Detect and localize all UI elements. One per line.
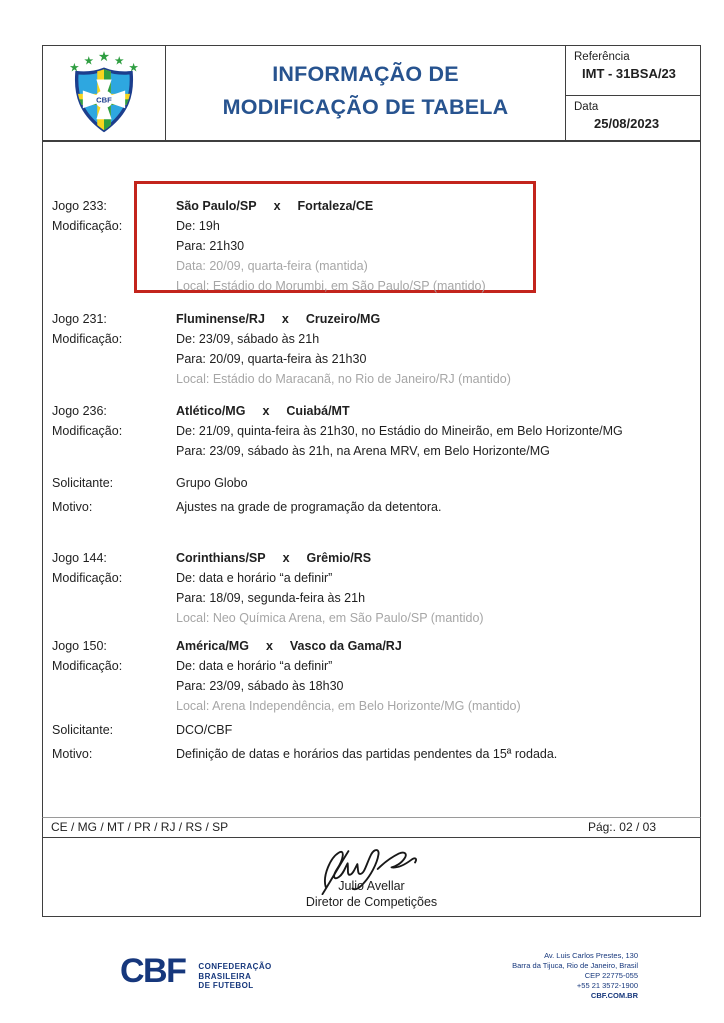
date-block [566, 96, 700, 140]
home-team: América/MG [176, 639, 249, 653]
game-236-details [176, 401, 700, 461]
solicitante-label: Solicitante: [52, 476, 114, 490]
game-block-231 [43, 309, 700, 389]
game-mod-label: Modificação: [52, 424, 123, 438]
game-line: Para: 20/09, quarta-feira às 21h30 [176, 352, 367, 366]
requester-row-2 [43, 720, 700, 740]
requester-label [43, 473, 176, 493]
cbf-wordmark: CBF [120, 952, 186, 990]
game-number-label: Jogo 150: [52, 639, 107, 653]
page-number: Pág:. 02 / 03 [587, 820, 656, 834]
game-line: Para: 23/09, sábado às 21h, na Arena MRV, em Belo Horizonte/MG [176, 444, 550, 458]
title-line-2: MODIFICAÇÃO DE TABELA [222, 95, 509, 119]
game-144-teams [176, 548, 688, 568]
document-header [42, 45, 701, 141]
reason-value [176, 497, 700, 517]
game-block-233 [43, 196, 700, 296]
reason-row-2 [43, 744, 700, 764]
game-line: De: 23/09, sábado às 21h [176, 332, 320, 346]
game-231-details [176, 309, 700, 389]
reference-value: IMT - 31BSA/23 [582, 66, 676, 81]
vs-separator: x [262, 404, 270, 418]
game-144-details [176, 548, 700, 628]
game-line: De: 21/09, quinta-feira às 21h30, no Estádio do Mineirão, em Belo Horizonte/MG [176, 424, 623, 438]
game-number-label: Jogo 233: [52, 199, 107, 213]
game-block-144 [43, 548, 700, 628]
motivo-value: Ajustes na grade de programação da detentora. [176, 500, 442, 514]
game-mod-label: Modificação: [52, 571, 123, 585]
game-233-details [176, 196, 700, 296]
states-list: CE / MG / MT / PR / RJ / RS / SP [51, 820, 229, 834]
game-mod-label: Modificação: [52, 332, 123, 346]
game-line-muted: Local: Arena Independência, em Belo Horizonte/MG (mantido) [176, 699, 521, 713]
game-line-muted: Local: Estádio do Morumbi, em São Paulo/SP (mantido) [176, 279, 486, 293]
cbf-footer-logo [120, 952, 272, 991]
game-line: Para: 18/09, segunda-feira às 21h [176, 591, 366, 605]
reason-row-1 [43, 497, 700, 517]
home-team: São Paulo/SP [176, 199, 257, 213]
reference-cell [566, 46, 700, 140]
vs-separator: x [281, 312, 289, 326]
game-231-teams [176, 309, 688, 329]
away-team: Fortaleza/CE [297, 199, 374, 213]
document-title [166, 46, 566, 140]
game-236-labels [43, 401, 176, 461]
modifications-body [42, 141, 701, 817]
reference-block [566, 46, 700, 96]
reference-label: Referência [574, 51, 630, 63]
cbf-org-name [198, 962, 271, 991]
org-line: BRASILEIRA [198, 971, 252, 981]
game-line-muted: Local: Estádio do Maracanã, no Rio de Janeiro/RJ (mantido) [176, 372, 511, 386]
game-number-label: Jogo 236: [52, 404, 107, 418]
address-line: Barra da Tijuca, Rio de Janeiro, Brasil [512, 961, 638, 970]
vs-separator: x [265, 639, 273, 653]
game-233-teams [176, 196, 688, 216]
date-value: 25/08/2023 [594, 116, 660, 131]
game-line: De: data e horário “a definir” [176, 659, 333, 673]
game-line-muted: Local: Neo Química Arena, em São Paulo/SP (mantido) [176, 611, 484, 625]
requester-label [43, 720, 176, 740]
away-team: Cuiabá/MT [286, 404, 350, 418]
game-block-150 [43, 636, 700, 716]
title-line-1: INFORMAÇÃO DE [272, 62, 459, 86]
game-number-label: Jogo 231: [52, 312, 107, 326]
game-line: De: data e horário “a definir” [176, 571, 333, 585]
home-team: Corinthians/SP [176, 551, 266, 565]
reason-label [43, 497, 176, 517]
cbf-crest-icon [60, 48, 148, 138]
away-team: Cruzeiro/MG [305, 312, 381, 326]
motivo-label: Motivo: [52, 747, 93, 761]
org-line: DE FUTEBOL [198, 981, 254, 990]
solicitante-value: Grupo Globo [176, 476, 248, 490]
signature-box [42, 838, 701, 917]
game-mod-label: Modificação: [52, 659, 123, 673]
game-150-teams [176, 636, 688, 656]
game-mod-label: Modificação: [52, 219, 123, 233]
game-150-details [176, 636, 700, 716]
away-team: Grêmio/RS [306, 551, 372, 565]
game-236-teams [176, 401, 688, 421]
cbf-website: CBF.COM.BR [590, 991, 638, 1000]
reason-value [176, 744, 700, 764]
game-block-236 [43, 401, 700, 461]
game-line-muted: Data: 20/09, quarta-feira (mantida) [176, 259, 368, 273]
away-team: Vasco da Gama/RJ [289, 639, 402, 653]
home-team: Fluminense/RJ [176, 312, 265, 326]
signer-name: Julio Avellar [338, 879, 405, 893]
signer-role: Diretor de Competições [305, 895, 438, 909]
cbf-crest-cell [43, 46, 166, 140]
crest-cbf-text: CBF [96, 95, 112, 105]
game-144-labels [43, 548, 176, 628]
vs-separator: x [273, 199, 281, 213]
reason-label [43, 744, 176, 764]
org-line: CONFEDERAÇÃO [198, 962, 272, 971]
solicitante-value: DCO/CBF [176, 723, 233, 737]
date-label: Data [574, 101, 599, 113]
requester-row-1 [43, 473, 700, 493]
game-line: De: 19h [176, 219, 220, 233]
address-line: CEP 22775-055 [584, 971, 638, 980]
game-line: Para: 21h30 [176, 239, 245, 253]
solicitante-label: Solicitante: [52, 723, 114, 737]
address-line: +55 21 3572-1900 [576, 981, 638, 990]
game-number-label: Jogo 144: [52, 551, 107, 565]
game-line: Para: 23/09, sábado às 18h30 [176, 679, 344, 693]
states-page-bar [42, 817, 701, 838]
vs-separator: x [282, 551, 290, 565]
game-150-labels [43, 636, 176, 716]
motivo-value: Definição de datas e horários das partidas pendentes da 15ª rodada. [176, 747, 558, 761]
home-team: Atlético/MG [176, 404, 246, 418]
motivo-label: Motivo: [52, 500, 93, 514]
cbf-address-block [512, 951, 638, 1001]
game-233-labels [43, 196, 176, 296]
address-line: Av. Luis Carlos Prestes, 130 [544, 951, 638, 960]
requester-value [176, 473, 700, 493]
requester-value [176, 720, 700, 740]
game-231-labels [43, 309, 176, 389]
